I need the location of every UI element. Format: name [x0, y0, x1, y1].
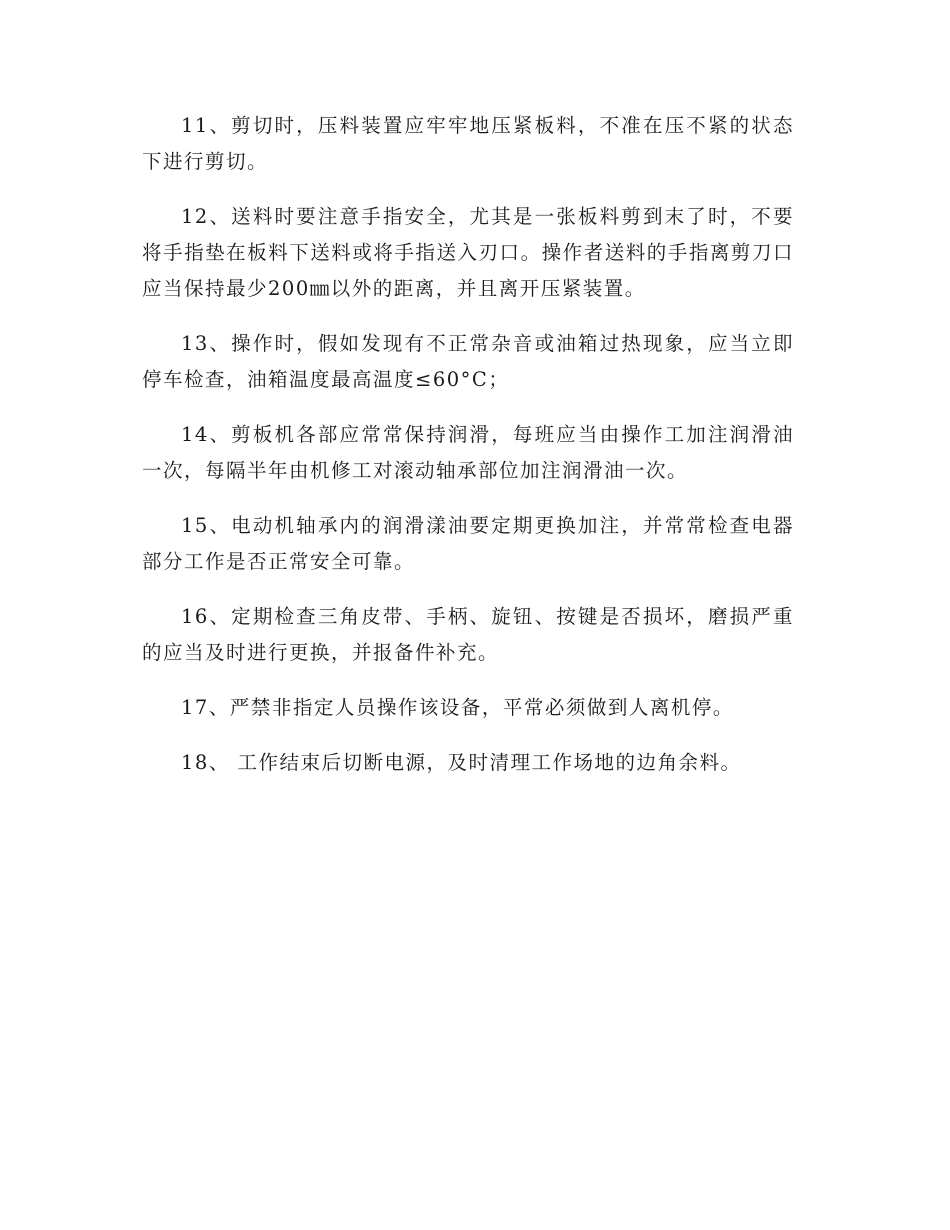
rule-12-paragraph: 12、送料时要注意手指安全，尤其是一张板料剪到末了时，不要将手指垫在板料下送料或将手指送入刃口。操作者送料的手指离剪刀口应当保持最少200㎜以外的距离，并且离开压紧装置。 [142, 205, 794, 300]
rule-14-paragraph: 14、剪板机各部应常常保持润滑，每班应当由操作工加注润滑油一次，每隔半年由机修工对滚动轴承部位加注润滑油一次。 [142, 423, 794, 482]
rule-13-paragraph: 13、操作时，假如发现有不正常杂音或油箱过热现象，应当立即停车检查，油箱温度最高温度≤60°C； [142, 332, 794, 391]
rule-17-paragraph: 17、严禁非指定人员操作该设备，平常必须做到人离机停。 [181, 696, 734, 719]
rule-15-paragraph: 15、电动机轴承内的润滑漾油要定期更换加注，并常常检查电器部分工作是否正常安全可靠。 [142, 514, 794, 573]
rule-11-paragraph: 11、剪切时，压料装置应牢牢地压紧板料，不准在压不紧的状态下进行剪切。 [142, 114, 794, 173]
rule-18-paragraph: 18、 工作结束后切断电源，及时清理工作场地的边角余料。 [181, 751, 742, 774]
document-body [142, 108, 794, 800]
rule-16-paragraph: 16、定期检查三角皮带、手柄、旋钮、按键是否损坏，磨损严重的应当及时进行更换，并报备件补充。 [142, 605, 794, 664]
